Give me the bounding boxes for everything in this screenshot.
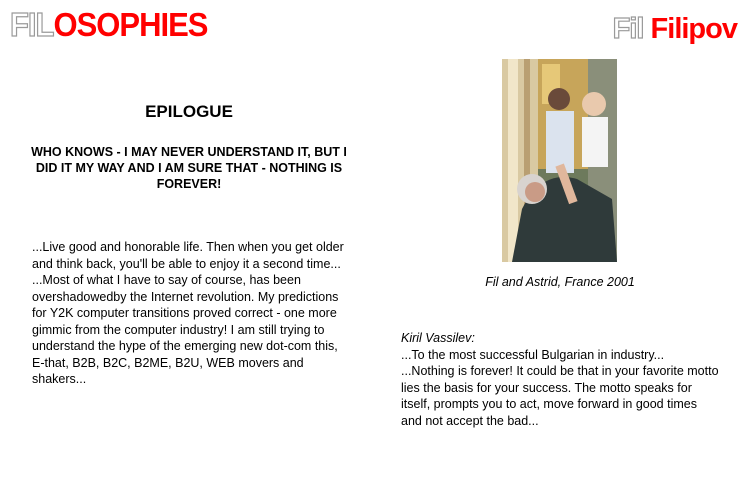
fil-filipov-logo[interactable] [613,15,737,44]
logo-right-outline-text: Fil [612,13,644,45]
logo-right-red-text: Filipov [650,13,737,45]
quote-block [401,330,721,429]
epilogue-subtitle: WHO KNOWS - I MAY NEVER UNDERSTAND IT, BUT I DID IT MY WAY AND I AM SURE THAT - NOTHING IS FOREVER! [31,145,347,191]
family-photo [502,59,617,262]
epilogue-paragraph: ...Live good and honorable life. Then when you get older and think back, you'll be able to enjoy it a second time... [32,240,344,271]
quote-paragraph: ...To the most successful Bulgarian in industry... [401,347,665,362]
photo-caption: Fil and Astrid, France 2001 [485,275,635,289]
quote-paragraph: ...Nothing is forever! It could be that in your favorite motto lies the basis for your success. The motto speaks for itself, prompts you to act, move forward in good times and not accept the bad... [401,364,719,428]
logo-left-outline-text: FIL [10,5,54,44]
filosophies-logo[interactable] [10,5,208,44]
epilogue-title: EPILOGUE [145,102,233,121]
epilogue-body [32,239,350,388]
quote-author: Kiril Vassilev: [401,331,475,345]
logo-left-red-text: OSOPHIES [53,5,208,44]
epilogue-paragraph: ...Most of what I have to say of course, has been overshadowedby the Internet revolution. My predictions for Y2K computer transitions proved correct - one more gimmic from the computer industry! I am still trying to understand the hype of the emerging new dot-com this, E-that, B2B, B2C, B2ME, B2U, WEB movers and shakers... [32,273,339,386]
